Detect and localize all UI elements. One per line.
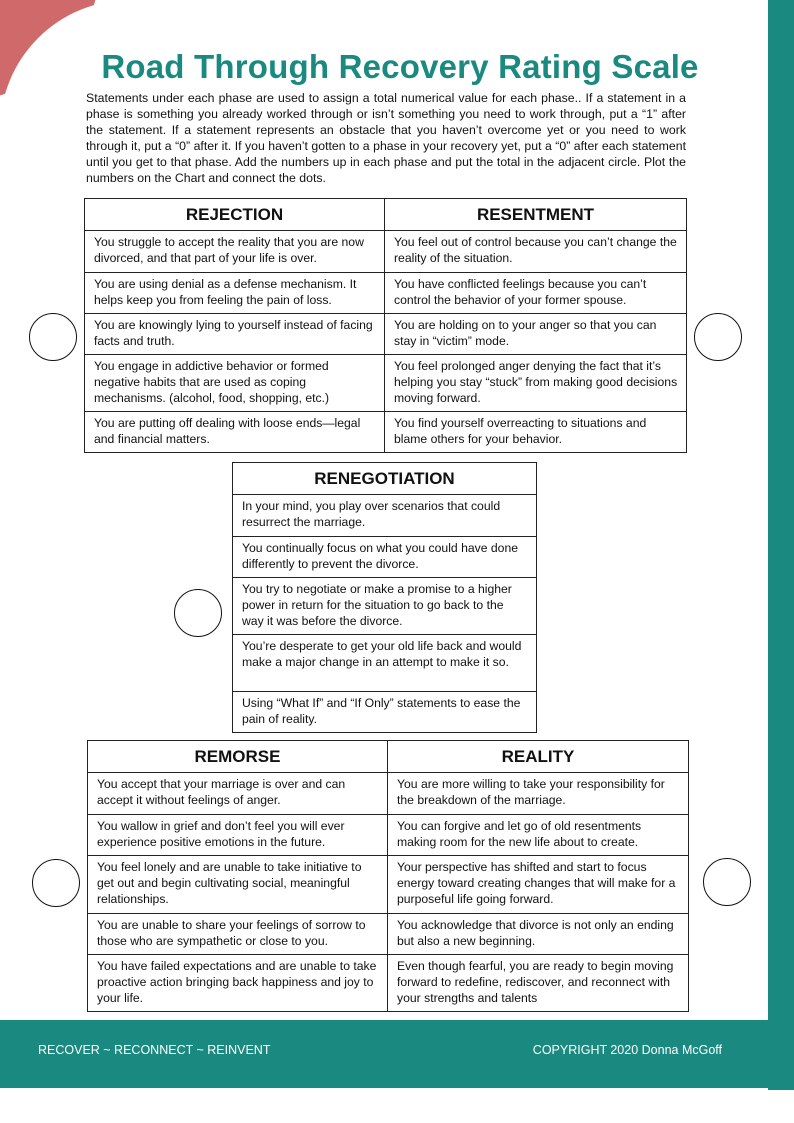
reality-statement: You can forgive and let go of old resentments making room for the new life about to create. xyxy=(388,815,689,856)
rejection-header: REJECTION xyxy=(85,199,385,231)
rejection-statement: You are putting off dealing with loose ends—legal and financial matters. xyxy=(85,412,385,453)
renegotiation-statement: In your mind, you play over scenarios that could resurrect the marriage. xyxy=(233,495,537,537)
resentment-statement: You feel out of control because you can’t change the reality of the situation. xyxy=(385,231,687,273)
renegotiation-statement: You’re desperate to get your old life back and would make a major change in an attempt to make it so. xyxy=(233,635,537,692)
table-row xyxy=(88,856,689,914)
resentment-header: RESENTMENT xyxy=(385,199,687,231)
table-row xyxy=(85,314,687,355)
remorse-statement: You wallow in grief and don’t feel you will ever experience positive emotions in the future. xyxy=(88,815,388,856)
table-header-row xyxy=(85,199,687,231)
renegotiation-header: RENEGOTIATION xyxy=(233,463,537,495)
rejection-statement: You struggle to accept the reality that you are now divorced, and that part of your life is over. xyxy=(85,231,385,273)
table-row xyxy=(88,955,689,1012)
remorse-statement: You are unable to share your feelings of sorrow to those who are sympathetic or close to you. xyxy=(88,914,388,955)
rejection-statement: You engage in addictive behavior or formed negative habits that are used as coping mechanisms. (alcohol, food, shopping, etc.) xyxy=(85,355,385,412)
remorse-statement: You accept that your marriage is over and can accept it without feelings of anger. xyxy=(88,773,388,815)
rejection-statement: You are knowingly lying to yourself instead of facing facts and truth. xyxy=(85,314,385,355)
table-row xyxy=(88,815,689,856)
resentment-statement: You find yourself overreacting to situations and blame others for your behavior. xyxy=(385,412,687,453)
resentment-score-circle[interactable] xyxy=(694,313,742,361)
renegotiation-statement: Using “What If” and “If Only” statements to ease the pain of reality. xyxy=(233,692,537,733)
table-row xyxy=(233,495,537,537)
reality-statement: Your perspective has shifted and start to focus energy toward creating changes that will make for a purposeful life going forward. xyxy=(388,856,689,914)
reality-score-circle[interactable] xyxy=(703,858,751,906)
footer-copyright: COPYRIGHT 2020 Donna McGoff xyxy=(532,1043,722,1057)
table-row xyxy=(85,412,687,453)
table-row xyxy=(233,578,537,635)
table-row xyxy=(88,773,689,815)
resentment-statement: You are holding on to your anger so that you can stay in “victim” mode. xyxy=(385,314,687,355)
renegotiation-statement: You continually focus on what you could have done differently to prevent the divorce. xyxy=(233,537,537,578)
rejection-score-circle[interactable] xyxy=(29,313,77,361)
reality-statement: Even though fearful, you are ready to begin moving forward to redefine, rediscover, and reconnect with your strengths and talents xyxy=(388,955,689,1012)
page-title: Road Through Recovery Rating Scale xyxy=(101,48,699,85)
rejection-resentment-table xyxy=(84,198,687,453)
table-row xyxy=(85,355,687,412)
rejection-statement: You are using denial as a defense mechanism. It helps keep you from feeling the pain of loss. xyxy=(85,273,385,314)
table-row xyxy=(88,914,689,955)
teal-side-band xyxy=(768,0,794,1090)
instructions-paragraph: Statements under each phase are used to assign a total numerical value for each phase.. If a statement in a phase is something you already worked through or isn’t something you need to work through, put a “1” after the statement. If a statement represents an obstacle that you haven’t overcome yet or you need to work through it, put a “0” after it. If you haven’t gotten to a phase in your recovery yet, put a “0” after each statement until you get to that phase. Add the numbers up in each phase and put the total in the adjacent circle. Plot the numbers on the Chart and connect the dots. xyxy=(86,91,686,186)
renegotiation-score-circle[interactable] xyxy=(174,589,222,637)
reality-statement: You are more willing to take your responsibility for the breakdown of the marriage. xyxy=(388,773,689,815)
reality-header: REALITY xyxy=(388,741,689,773)
remorse-statement: You have failed expectations and are unable to take proactive action bringing back happiness and joy to your life. xyxy=(88,955,388,1012)
table-row xyxy=(85,273,687,314)
remorse-score-circle[interactable] xyxy=(32,859,80,907)
footer-tagline: RECOVER ~ RECONNECT ~ REINVENT xyxy=(38,1043,271,1057)
remorse-statement: You feel lonely and are unable to take initiative to get out and begin cultivating social, meaningful relationships. xyxy=(88,856,388,914)
table-header-row xyxy=(88,741,689,773)
renegotiation-table xyxy=(232,462,537,733)
table-header-row xyxy=(233,463,537,495)
remorse-header: REMORSE xyxy=(88,741,388,773)
renegotiation-statement: You try to negotiate or make a promise to a higher power in return for the situation to go back to the way it was before the divorce. xyxy=(233,578,537,635)
resentment-statement: You feel prolonged anger denying the fact that it’s helping you stay “stuck” from making good decisions moving forward. xyxy=(385,355,687,412)
table-row xyxy=(85,231,687,273)
resentment-statement: You have conflicted feelings because you can’t control the behavior of your former spouse. xyxy=(385,273,687,314)
reality-statement: You acknowledge that divorce is not only an ending but also a new beginning. xyxy=(388,914,689,955)
table-row xyxy=(233,537,537,578)
remorse-reality-table xyxy=(87,740,689,1012)
table-row xyxy=(233,692,537,733)
table-row xyxy=(233,635,537,692)
